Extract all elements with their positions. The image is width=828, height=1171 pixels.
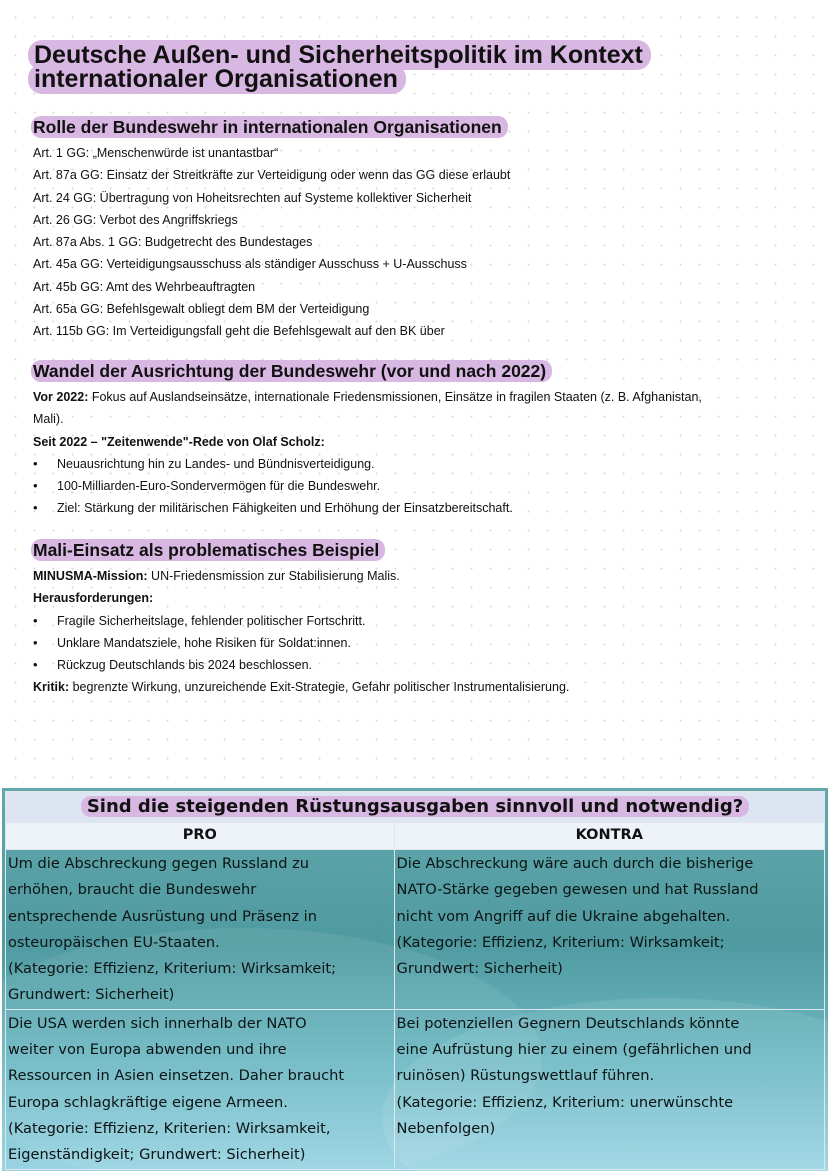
page-title: Deutsche Außen- und Sicherheitspolitik im Kontext internationaler Organisationen xyxy=(28,43,728,91)
list-item: Art. 45a GG: Verteidigungsausschuss als ständiger Ausschuss + U-Ausschuss xyxy=(33,257,467,272)
list-item: Art. 45b GG: Amt des Wehrbeauftragten xyxy=(33,279,256,294)
list-item: • Fragile Sicherheitslage, fehlender politischer Fortschritt. xyxy=(33,610,803,632)
list-item: • Ziel: Stärkung der militärischen Fähigkeiten und Erhöhung der Einsatzbereitschaft. xyxy=(33,497,803,519)
critique-text: Kritik: begrenzte Wirkung, unzureichende Exit-Strategie, Gefahr politischer Instrumentalisierung. xyxy=(33,680,570,695)
list-item: • Neuausrichtung hin zu Landes- und Bündnisverteidigung. xyxy=(33,453,803,475)
mission-text: MINUSMA-Mission: UN-Friedensmission zur Stabilisierung Malis. xyxy=(33,569,400,583)
list-item: Art. 65a GG: Befehlsgewalt obliegt dem BM der Verteidigung xyxy=(33,302,370,317)
debate-panel xyxy=(2,788,828,1171)
section-bundeswehr-change xyxy=(33,360,803,520)
contra-header: KONTRA xyxy=(394,823,824,850)
pro-argument: Die USA werden sich innerhalb der NATO weiter von Europa abwenden und ihre Ressourcen in Asien einsetzen. Daher braucht Europa schlagkräftige eigene Armeen. (Kategorie: Effizienz, Kriterien: Wirksamkeit, Eigenständigkeit; Grundwert: Sicherheit) xyxy=(6,1009,395,1169)
since-2022-label: Seit 2022 – "Zeitenwende"-Rede von Olaf Scholz: xyxy=(33,434,325,449)
before-2022-text: Vor 2022: Fokus auf Auslandseinsätze, internationale Friedensmissionen, Einsätze in fragilen Staaten (z. B. Afghanistan, xyxy=(33,390,702,404)
article-list xyxy=(33,142,803,343)
list-item: Art. 87a GG: Einsatz der Streitkräfte zur Verteidigung oder wenn das GG diese erlaubt xyxy=(33,168,511,183)
section-heading: Wandel der Ausrichtung der Bundeswehr (vor und nach 2022) xyxy=(31,360,552,382)
list-item: Art. 87a Abs. 1 GG: Budgetrecht des Bundestages xyxy=(33,235,313,250)
contra-argument: Bei potenziellen Gegnern Deutschlands könnte eine Aufrüstung hier zu einem (gefährlichen und ruinösen) Rüstungswettlauf führen. (Kategorie: Effizienz, Kriterium: unerwünschte Nebenfolgen) xyxy=(394,1009,824,1169)
debate-question: Sind die steigenden Rüstungsausgaben sinnvoll und notwendig? xyxy=(6,792,825,823)
list-item: Art. 26 GG: Verbot des Angriffskriegs xyxy=(33,212,238,227)
table-row xyxy=(6,1009,825,1169)
section-heading: Rolle der Bundeswehr in internationalen Organisationen xyxy=(31,116,508,138)
contra-argument: Die Abschreckung wäre auch durch die bisherige NATO-Stärke gegeben gewesen und hat Russland nicht vom Angriff auf die Ukraine abgehalten. (Kategorie: Effizienz, Kriterium: Wirksamkeit; Grundwert: Sicherheit) xyxy=(394,850,824,1010)
table-row xyxy=(6,850,825,1010)
pro-header: PRO xyxy=(6,823,395,850)
section-mali xyxy=(33,539,803,699)
pro-argument: Um die Abschreckung gegen Russland zu erhöhen, braucht die Bundeswehr entsprechende Ausrüstung und Präsenz in osteuropäischen EU-Staaten. (Kategorie: Effizienz, Kriterium: Wirksamkeit; Grundwert: Sicherheit) xyxy=(6,850,395,1010)
list-item: Art. 24 GG: Übertragung von Hoheitsrechten auf Systeme kollektiver Sicherheit xyxy=(33,190,472,205)
section-bundeswehr-role xyxy=(33,116,803,343)
list-item: Art. 1 GG: „Menschenwürde ist unantastbar“ xyxy=(33,146,279,160)
list-item: • Unklare Mandatsziele, hohe Risiken für Soldat:innen. xyxy=(33,632,803,654)
list-item: • 100-Milliarden-Euro-Sondervermögen für die Bundeswehr. xyxy=(33,475,803,497)
before-2022-label: Vor 2022: xyxy=(33,390,89,404)
section-heading: Mali-Einsatz als problematisches Beispiel xyxy=(31,539,385,561)
pro-contra-table xyxy=(5,791,825,1170)
list-item: • Rückzug Deutschlands bis 2024 beschlossen. xyxy=(33,654,803,676)
before-2022-text-continued: Mali). xyxy=(33,412,64,427)
challenges-label: Herausforderungen: xyxy=(33,591,154,606)
critique-label: Kritik: xyxy=(33,680,70,695)
list-item: Art. 115b GG: Im Verteidigungsfall geht die Befehlsgewalt auf den BK über xyxy=(33,324,445,339)
mission-label: MINUSMA-Mission: xyxy=(33,569,148,583)
